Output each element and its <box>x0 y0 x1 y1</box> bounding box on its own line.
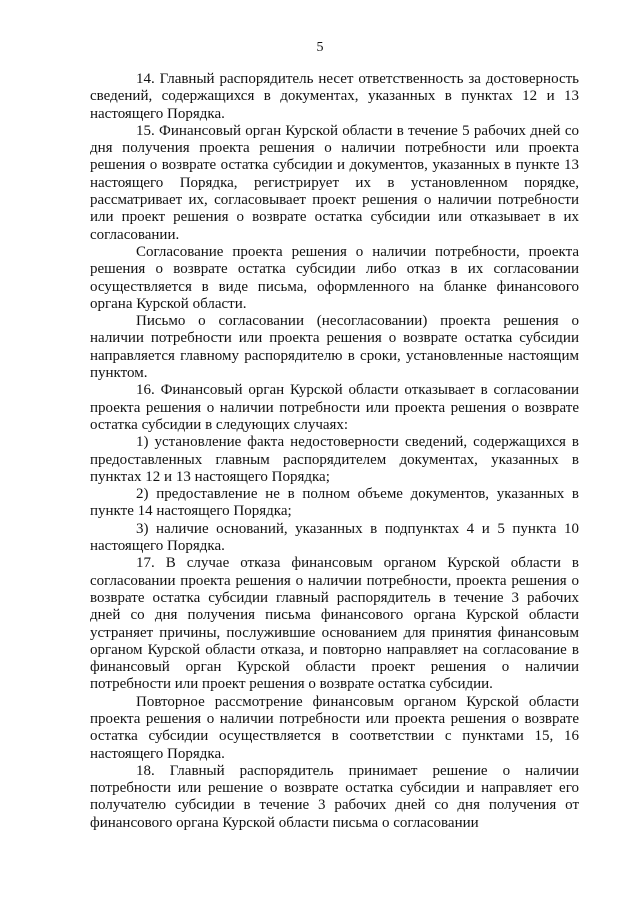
page-number: 5 <box>316 40 324 55</box>
paragraph-16: 16. Финансовый орган Курской области отказывает в согласовании проекта решения о наличии потребности или проекта решения о возврате остатка субсидии в следующих случаях: <box>90 382 579 433</box>
paragraph-14: 14. Главный распорядитель несет ответственность за достоверность сведений, содержащихся в документах, указанных в пунктах 12 и 13 настоящего Порядка. <box>90 71 579 122</box>
paragraph-15: 15. Финансовый орган Курской области в течение 5 рабочих дней со дня получения проекта решения о наличии потребности или проекта решения о возврате остатка субсидии и документов, указанных в пункте 13 настоящего Порядка, регистрирует их в установленном порядке, рассматривает их, согласовывает проект решения о наличии потребности или проект решения о возврате остатка субсидии или отказывает в их согласовании. <box>90 122 579 243</box>
paragraph-17: 17. В случае отказа финансовым органом Курской области в согласовании проекта решения о наличии потребности, проекта решения о возврате остатка субсидии главный распорядитель в течение 3 рабочих дней со дня получения письма финансового органа Курской области устраняет причины, послужившие основанием для принятия финансовым органом Курской области отказа, и повторно направляет на согласование в финансовый орган Курской области проект решения о наличии потребности или проект решения о возврате остатка субсидии. <box>90 555 579 693</box>
paragraph-16-item-1: 1) установление факта недостоверности сведений, содержащихся в предоставленных главным распорядителем документах, указанных в пунктах 12 и 13 настоящего Порядка; <box>90 434 579 485</box>
paragraph-15-approval-form: Согласование проекта решения о наличии потребности, проекта решения о возврате остатка субсидии либо отказ в их согласовании осуществляется в виде письма, оформленного на бланке финансового органа Курской области. <box>90 243 579 312</box>
paragraph-16-item-3: 3) наличие оснований, указанных в подпунктах 4 и 5 пункта 10 настоящего Порядка. <box>90 520 579 555</box>
paragraph-16-item-2: 2) предоставление не в полном объеме документов, указанных в пункте 14 настоящего Порядка; <box>90 486 579 520</box>
paragraph-17-resubmission: Повторное рассмотрение финансовым органом Курской области проекта решения о наличии потребности или проекта решения о возврате остатка субсидии осуществляется в соответствии с пунктами 15, 16 настоящего Порядка. <box>90 693 579 762</box>
paragraph-15-approval-letter: Письмо о согласовании (несогласовании) проекта решения о наличии потребности или проекта решения о возврате остатка субсидии направляется главному распорядителю в сроки, установленные настоящим пунктом. <box>90 313 579 382</box>
paragraph-18: 18. Главный распорядитель принимает решение о наличии потребности или решение о возврате остатка субсидии и направляет его получателю субсидии в течение 3 рабочих дней со дня получения от финансового органа Курской области письма о согласовании <box>90 762 579 831</box>
document-body <box>90 71 579 832</box>
